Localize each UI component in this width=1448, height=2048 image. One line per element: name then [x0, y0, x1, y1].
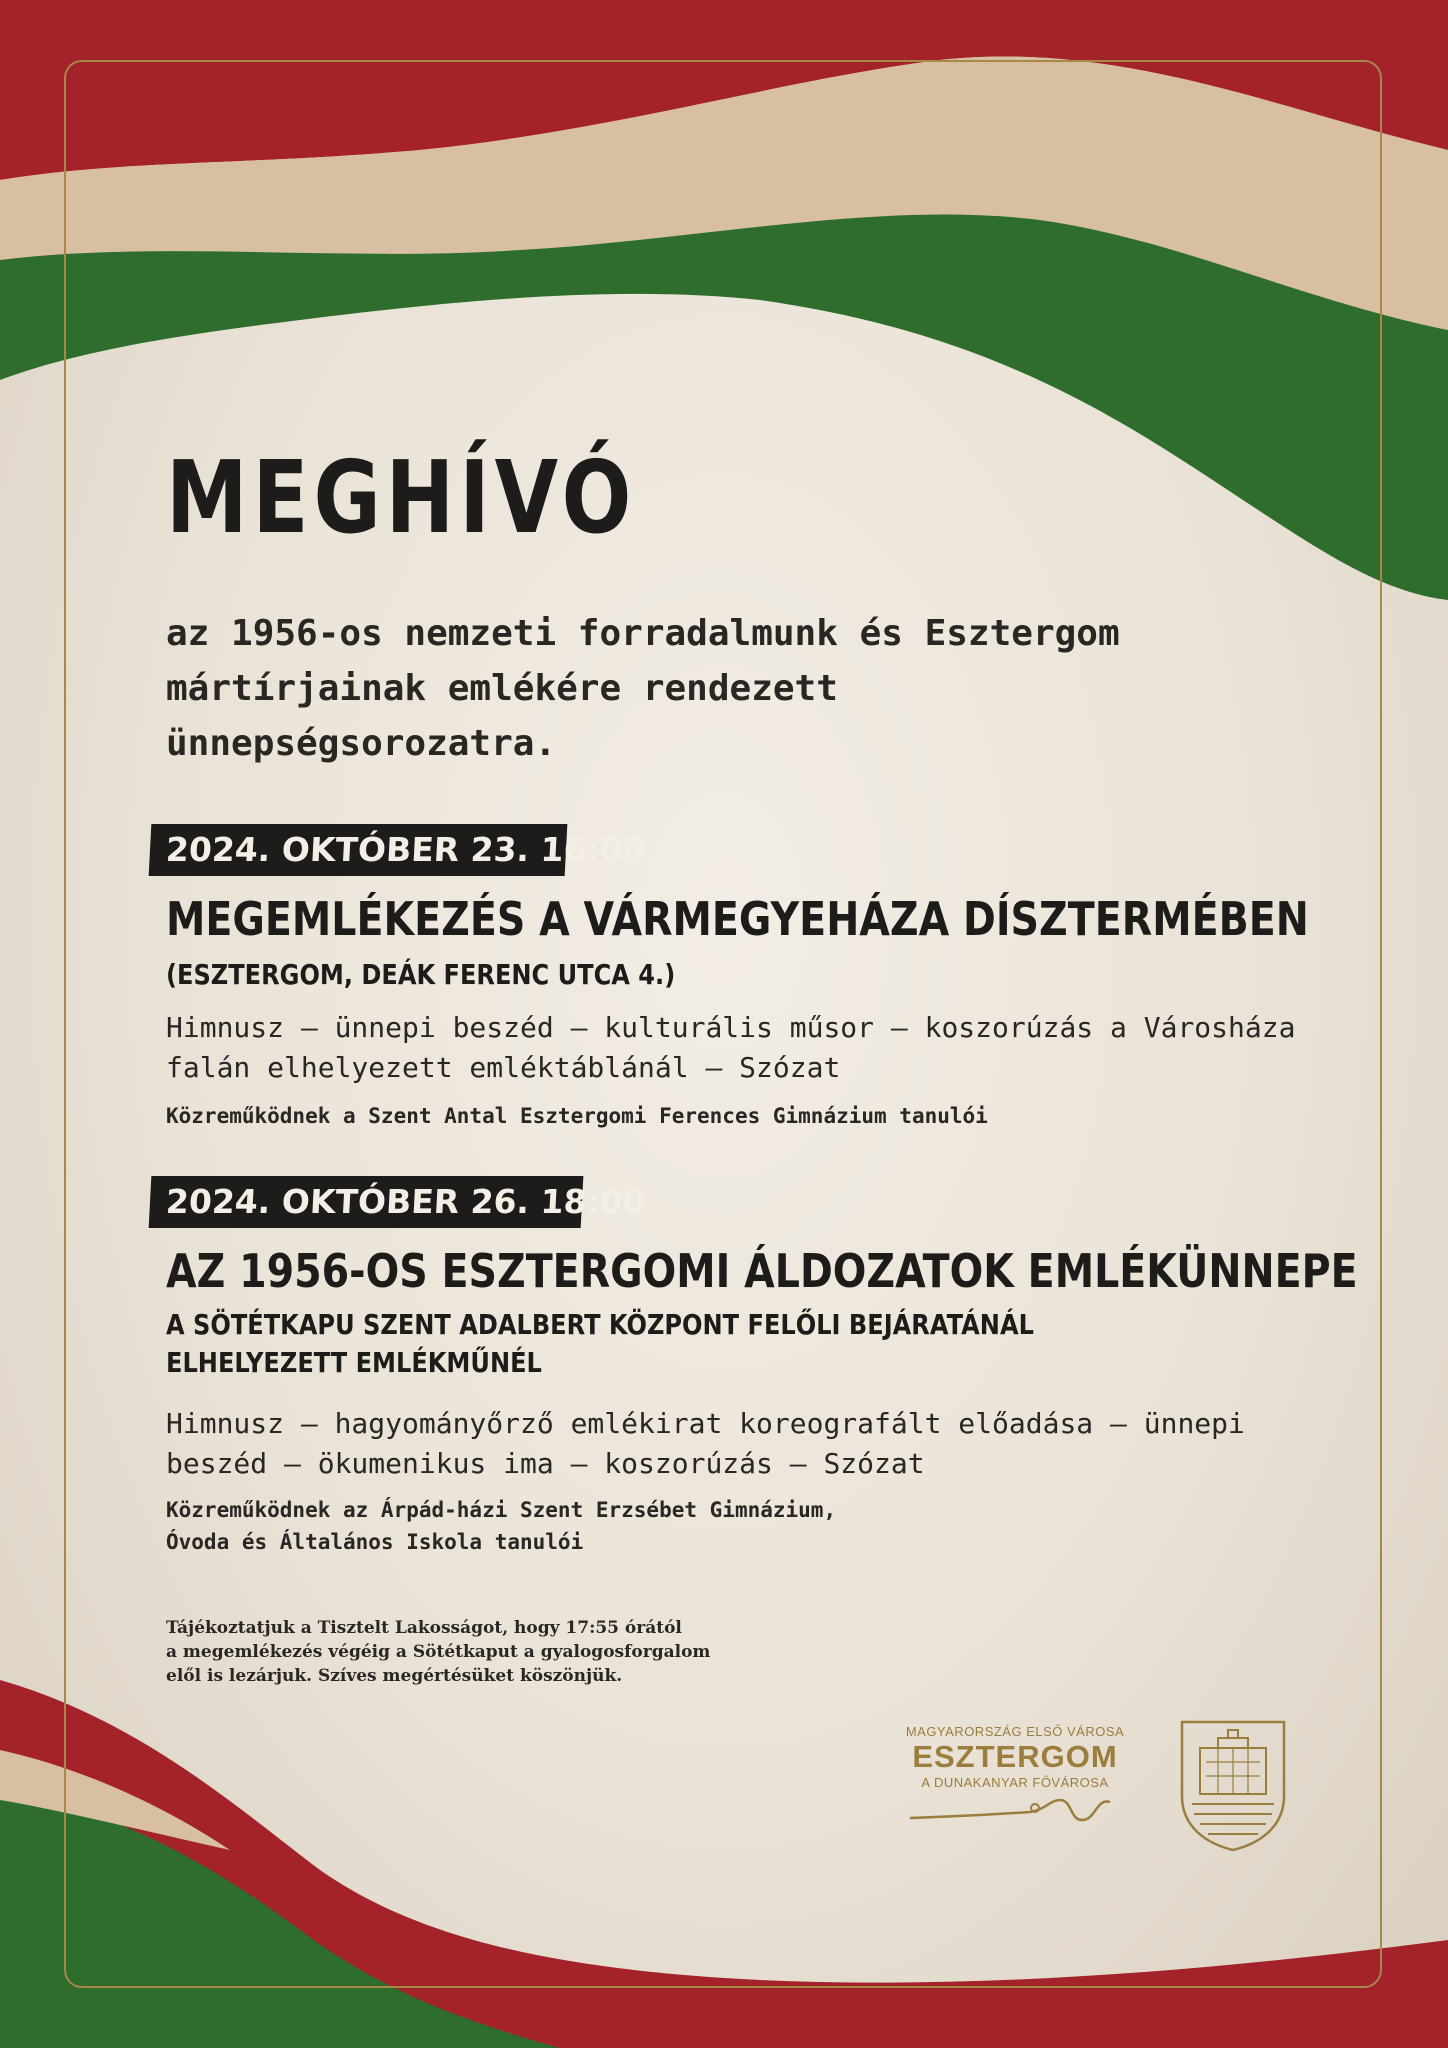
event-1-contributors: Közreműködnek a Szent Antal Esztergomi Ferences Gimnázium tanulói — [166, 1104, 988, 1128]
event-2-contributors-line-1: Közreműködnek az Árpád-házi Szent Erzsébet Gimnázium, — [166, 1498, 837, 1522]
event-1-title: MEGEMLÉKEZÉS A VÁRMEGYEHÁZA DÍSZTERMÉBEN — [166, 892, 1309, 946]
event-1-date-badge: 2024. OKTÓBER 23. 16:00 — [149, 824, 568, 876]
esztergom-logo — [900, 1724, 1130, 1831]
logo-city-name: ESZTERGOM — [912, 1739, 1118, 1774]
notice-line-2: a megemlékezés végéig a Sötétkaput a gyalogosforgalom — [166, 1642, 711, 1662]
notice-line-3: elől is lezárjuk. Szíves megértésüket köszönjük. — [166, 1666, 623, 1686]
logo-tagline-bottom: A DUNAKANYAR FŐVÁROSA — [921, 1775, 1109, 1790]
intro-text: az 1956-os nemzeti forradalmunk és Esztergom mártírjainak emlékére rendezett ünnepségsorozatra. — [166, 613, 1120, 764]
event-1-program: Himnusz – ünnepi beszéd – kulturális műsor – koszorúzás a Városháza falán elhelyezett emléktáblánál – Szózat — [166, 1011, 1296, 1084]
event-2-contributors — [166, 1494, 1266, 1558]
event-2-location-line-1: A SÖTÉTKAPU SZENT ADALBERT KÖZPONT FELŐLI BEJÁRATÁNÁL — [166, 1308, 1034, 1341]
event-2-date-badge: 2024. OKTÓBER 26. 18:00 — [149, 1176, 584, 1228]
closure-notice — [166, 1616, 826, 1688]
coat-of-arms-icon — [1178, 1718, 1288, 1852]
event-2-title: AZ 1956-OS ESZTERGOMI ÁLDOZATOK EMLÉKÜNNEPE — [166, 1244, 1358, 1298]
event-2-location — [166, 1306, 1034, 1382]
logo-tagline-top: MAGYARORSZÁG ELSŐ VÁROSA — [905, 1724, 1125, 1739]
event-2-contributors-line-2: Óvoda és Általános Iskola tanulói — [166, 1530, 584, 1554]
notice-line-1: Tájékoztatjuk a Tisztelt Lakosságot, hogy 17:55 órától — [166, 1618, 682, 1638]
danube-wave-icon — [900, 1790, 1130, 1826]
event-1-location: (ESZTERGOM, DEÁK FERENC UTCA 4.) — [166, 958, 676, 991]
event-2-location-line-2: ELHELYEZETT EMLÉKMŰNÉL — [166, 1346, 542, 1379]
event-2-program: Himnusz – hagyományőrző emlékirat koreografált előadása – ünnepi beszéd – ökumenikus ima – koszorúzás – Szózat — [166, 1407, 1245, 1480]
page-title: MEGHÍVÓ — [166, 439, 637, 556]
